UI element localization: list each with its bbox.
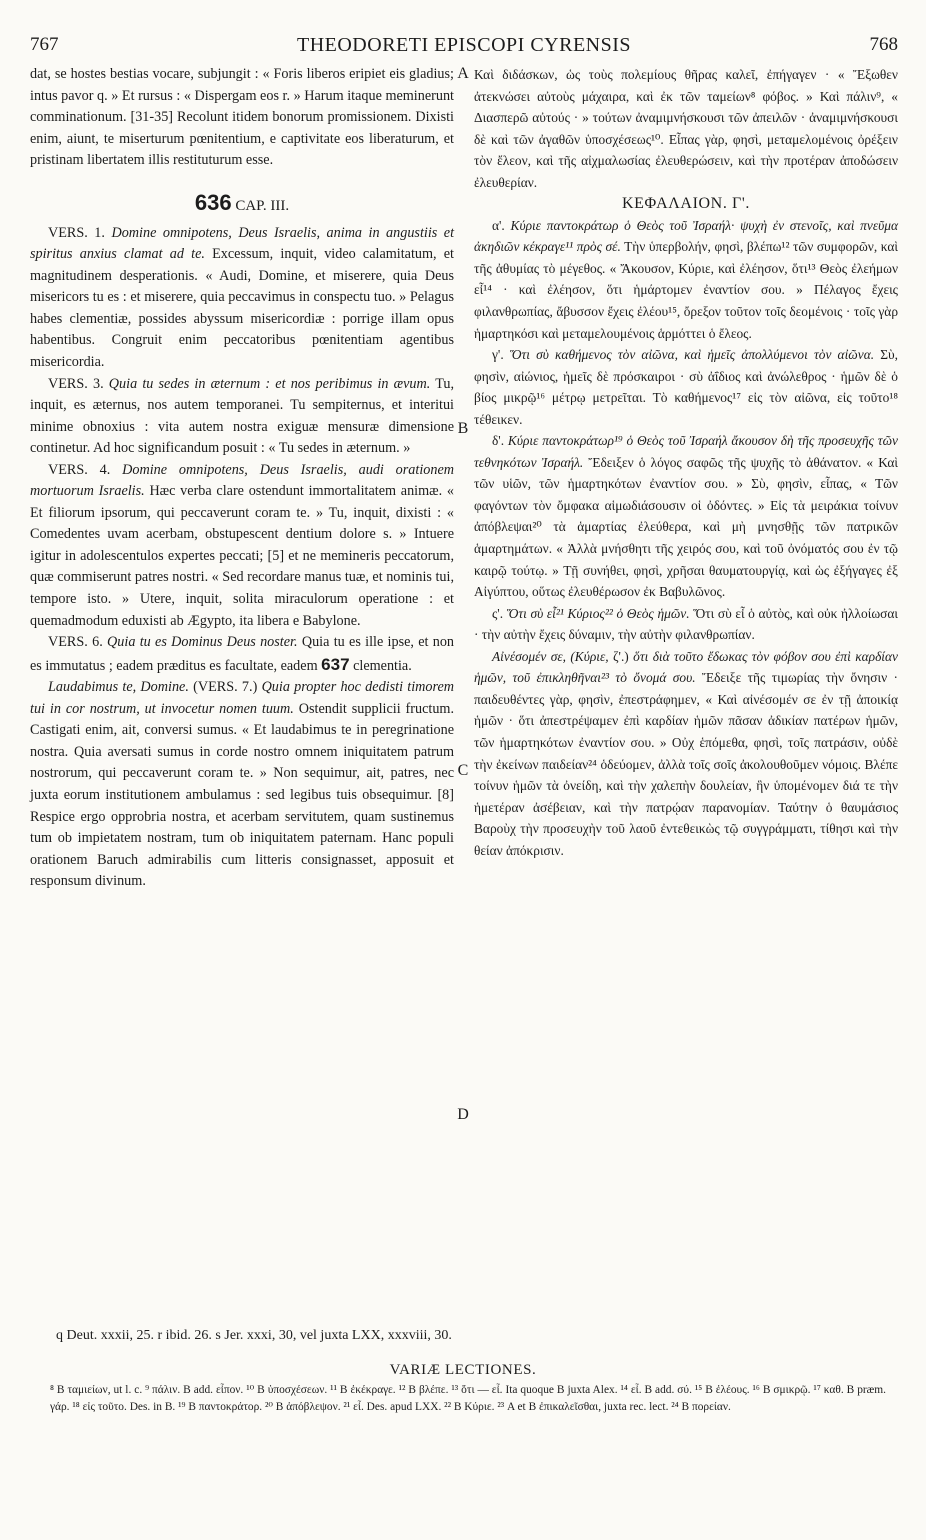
verse-label: γ'. <box>492 347 504 363</box>
margin-letter-d: D <box>457 1106 469 1123</box>
verse-lemma: Αἰνέσομέν σε, (Κύριε, <box>492 648 609 664</box>
chapter-label: CAP. III. <box>235 197 290 214</box>
margin-letter-c: C <box>457 762 469 779</box>
verse-commentary: Σὺ, φησὶν, αἰώνιος, ἡμεῖς δὲ πρόσκαιροι · σὺ ἀΐδιος καὶ ἀνώλεθρος · ἡμῶν δὲ ὁ βίος μικρῷ¹⁶ μέτρῳ μετρεῖται. Τὸ καθήμενος¹⁷ εἰς τὸν αἰῶνα, εἰς τοῦτο¹⁸ τέθεικεν. <box>474 347 898 427</box>
verse-label: VERS. 6. <box>48 634 103 651</box>
page-number-right: 768 <box>869 34 898 55</box>
verse-lemma: Quia tu es Dominus Deus noster. <box>107 634 298 651</box>
footnotes: q Deut. xxxii, 25. r ibid. 26. s Jer. xxxi, 30, vel juxta LXX, xxxviii, 30. <box>56 1328 452 1343</box>
variae-lectiones-text: ⁸ B ταμιείων, ut l. c. ⁹ πάλιν. B add. εἶπον. ¹⁰ B ὑποσχέσεων. ¹¹ B ἐκέκραγε. ¹² B βλέπε. ¹³ ὅτι — εἶ. Ita quoque B juxta Alex. ¹⁴ εἶ. B add. σύ. ¹⁵ B ἐλέους. ¹⁶ B σμικρῷ. ¹⁷ καθ. B præm. γάρ. ¹⁸ εἰς τοῦτο. Des. in B. ¹⁹ B παντοκράτορ. ²⁰ B ἀπόβλεψον. ²¹ εἶ. Des. apud LXX. ²² B Κύριε. ²³ A et B ἐπικαλεῖσθαι, juxta rec. lect. ²⁴ B πορείαν. <box>50 1384 886 1413</box>
verse-label: VERS. 4. <box>48 461 111 478</box>
greek-verse-1 <box>474 215 898 344</box>
latin-verse-1 <box>30 223 454 374</box>
latin-chapter-heading <box>30 186 454 223</box>
column-number: 637 <box>321 654 350 674</box>
greek-column <box>474 64 898 861</box>
verse-lemma: Quia tu sedes in æternum : et nos peribimus in ævum. <box>108 375 431 392</box>
verse-lemma: Ὅτι σὺ καθήμενος τὸν αἰῶνα, καὶ ἡμεῖς ἀπολλύμενοι τὸν αἰῶνα. <box>509 347 875 363</box>
latin-verse-3 <box>30 374 454 460</box>
margin-letter-a: A <box>457 65 469 82</box>
verse-label: VERS. 3. <box>48 375 104 392</box>
greek-verse-6 <box>474 603 898 646</box>
verse-lemma: Domine omnipotens, Deus Israelis, audi orationem mortuorum Israelis. <box>30 461 455 500</box>
greek-verse-4 <box>474 430 898 602</box>
verse-lemma: Laudabimus te, Domine. <box>48 679 189 696</box>
verse-lemma: Quia propter hoc dedisti timorem tui in cor nostrum, ut invocetur nomen tuum. <box>30 679 455 717</box>
latin-verse-4 <box>30 460 454 632</box>
verse-lemma: Ὅτι σὺ εἶ²¹ Κύριος²² ὁ Θεὸς ἡμῶν. <box>506 605 690 621</box>
verse-label: VERS. 1. <box>48 224 105 241</box>
margin-letter-b: B <box>457 420 469 437</box>
verse-commentary: Ἔδειξε τῆς τιμωρίας τὴν ὄνησιν · παιδευθέντες γὰρ, φησὶν, ἐπεστράφημεν, « Καὶ αἰνέσομέν σε ἐν τῇ ἀποικίᾳ ἡμῶν · ὅτι ἀπεστρέψαμεν ἐπὶ καρδίαν ἡμῶν πᾶσαν ἀδικίαν πατέρων ἡμῶν, τῶν ἡμαρτηκότων ἐναντίον σου. » Οὐχ ἑπόμεθα, φησὶ, τοῖς πατράσιν, οὐδὲ τὴν ἐκείνων παιδείαν²⁴ ὁδεύομεν, ἀλλὰ τοῖς σοῖς ἀκολουθοῦμεν νόμοις. Βλέπε τοίνυν ἡμῶν τὰ ὀνείδη, καὶ τὴν χαλεπὴν δουλείαν, ἣν ὑπομένομεν διά τε τὴν ἡμετέραν ἀσέβειαν, καὶ τὴν πατρῴαν παρανομίαν. Ταύτην ὁ θαυμάσιος Βαροὺχ τὴν προσευχὴν τοῦ λαοῦ ἐντεθεικὼς τῷ συγγράμματι, τίθησι καὶ τὴν θείαν ἀπόκρισιν. <box>474 670 898 858</box>
latin-column <box>30 64 454 893</box>
verse-commentary: Excessum, inquit, video calamitatum, et magnitudinem desperationis. « Audi, Domine, et miserere, quia Deus misericors tu es : et miserere, quia peccavimus in conspectu tuo. » Pelagus habes clementiæ, possides abyssum misericordiæ : porrige illam opus habentibus. Congruit enim peccatoribus pœnitentiam agentibus misericordia. <box>30 246 454 371</box>
verse-label: δ'. <box>492 433 505 449</box>
verse-lemma: ὅτι διὰ τοῦτο ἔδωκας τὸν φόβον σου ἐπὶ καρδίαν ἡμῶν, τοῦ ἐπικληθῆναι²³ τὸ ὄνομά σου. <box>474 648 898 686</box>
verse-commentary: Quia tu es ille ipse, et non es immutatus ; eadem præditus es facultate, eadem <box>30 634 455 674</box>
verse-commentary: Ἔδειξεν ὁ λόγος σαφῶς τῆς ψυχῆς τὸ ἀθάνατον. « Καὶ τῶν υἱῶν, τῶν ἡμαρτηκότων ἐναντίον σου. » Σὺ, φησὶν, εἶπας, « Τῶν φαγόντων τὸν ὄμφακα αἱμωδιάσουσιν οἱ ὀδόντες. » Εἰς τὰ μειράκια τοίνυν ἀπόβλεψαι²⁰ τὰ ἁμαρτίας ἐλεύθερα, καὶ μὴ μνησθῇς τῶν πατρικῶν ἁμαρτημάτων. « Ἀλλὰ μνήσθητι τῆς χειρός σου, καὶ τοῦ ὀνόματός σου ἐν τῷ καιρῷ τούτῳ. » Τῇ συνήθει, φησὶ, χρῆσαι θαυματουργίᾳ, καὶ ὡς ἐξήγαγες ἐξ Αἰγύπτου, οὕτως ἐλευθέρωσον ἐκ Βαβυλῶνος. <box>474 454 898 600</box>
verse-commentary: Τὴν ὑπερβολήν, φησὶ, βλέπω¹² τῶν συμφορῶν, καὶ τῆς ἀθυμίας τὸ μέγεθος. « Ἄκουσον, Κύριε, καὶ ἐλέησον, ὅτι¹³ Θεὸς ἐλεήμων εἶ¹⁴ · καὶ ἐλέησον, ὅτι ἡμάρτομεν ἐναντίον σου. » Πέλαγος ἔχεις φιλανθρωπίας, ἄβυσσον ἔχεις ἐλέου¹⁵, ὄρεξον τοῦτον τοῖς δεομένοις · τοῖς γὰρ ἡμαρτηκόσι καὶ μεταμελουμένοις ἁρμόττει ὁ ἔλεος. <box>474 239 898 341</box>
greek-verse-7 <box>474 646 898 861</box>
greek-chapter-heading: ΚΕΦΑΛΑΙΟΝ. Γ'. <box>622 195 750 213</box>
latin-paragraph-intro: dat, se hostes bestias vocare, subjungit : « Foris liberos eripiet eis gladius; intus pavor q. » Et rursus : « Dispergam eos r. » Harum itaque meminerunt comminationum. [31-35] Recolunt itidem bonorum promissionem. Dixisti enim, aiunt, te miserturum pœnitentium, e captivitate eos liberaturum, et pristinam libertatem illis restituturum esse. <box>30 66 454 169</box>
latin-verse-6 <box>30 632 454 677</box>
verse-commentary: Hæc verba clare ostendunt immortalitatem animæ. « Et filiorum ipsorum, qui peccaverunt coram te. » Tu, inquit, dixisti : « Comedentes uvam acerbam, obstupescent dentium dolore s. » Intuere igitur in adolescentulos expertes peccati; [5] et ne memineris peccatorum, quæ commiserunt patres nostri. « Sed recordare manus tuæ, et nominis tui, tempore isto. » Utere, inquit, solita miraculorum operatione : et quemadmodum eduxisti ab Ægypto, ita libera e Babylone. <box>30 483 454 629</box>
verse-lemma: Κύριε παντοκράτωρ¹⁹ ὁ Θεὸς τοῦ Ἰσραήλ ἄκουσον δὴ τῆς προσευχῆς τῶν τεθνηκότων Ἰσραήλ. <box>474 433 898 470</box>
verse-commentary: clementia. <box>353 657 412 674</box>
verse-label: α'. <box>492 217 505 233</box>
running-title: THEODORETI EPISCOPI CYRENSIS <box>296 34 632 56</box>
verse-commentary: Tu, inquit, es æternus, nos autem temporanei. Tu sempiternus, et interitui minime obnoxius : vita autem nostra exiguæ mensuræ dimensione continetur. Ad hoc significandum posuit : « Tu sedes in æternum. » <box>30 375 455 457</box>
verse-lemma: Domine omnipotens, Deus Israelis, anima in angustiis et spiritus anxius clamat ad te. <box>30 224 455 263</box>
latin-verse-7 <box>30 677 454 892</box>
greek-verse-3 <box>474 344 898 430</box>
verse-commentary: Ostendit supplicii fructum. Castigati enim, ait, conversi sumus. « Et laudabimus te in peregrinatione nostra. Quia aversati sumus in corde nostro omnem iniquitatem patrum nostrorum, qui peccaverunt coram te. » Non sequimur, ait, patres, nec juxta eorum institutionem ambulamus : sed legibus tuis obsequimur. [8] Respice ergo opprobria nostra, et acerbam servitutem, quam sustinemus tum ob impietatem nostram, tum ob iniquitatem paternam. Hanc populi orationem Baruch admirabilis cum litteris consignasset, apposuit et responsum divinum. <box>30 700 455 890</box>
verse-label: ζ'.) <box>613 648 629 664</box>
variae-lectiones-heading: VARIÆ LECTIONES. <box>389 1362 537 1378</box>
running-header <box>30 34 898 60</box>
verse-label: (VERS. 7.) <box>193 679 258 696</box>
greek-paragraph-intro: Καὶ διδάσκων, ὡς τοὺς πολεμίους θῆρας καλεῖ, ἐπήγαγεν · « Ἔξωθεν ἀτεκνώσει αὐτοὺς μάχαιρα, καὶ ἐκ τῶν ταμείων⁸ φόβος. » Καὶ πάλιν⁹, « Διασπερῶ αὐτούς · » τούτων ἀναμιμνήσκουσι τῶν ἀπειλῶν · ἀναμιμνήσκουσι δὲ καὶ τῶν ἀγαθῶν ὑποσχέσεως¹⁰. Εἶπας γὰρ, φησὶ, μεταμελομένοις ὀρέξειν τὸν ἔλεον, καὶ τῆς αἰχμαλωσίας ἐλευθερώσειν, καὶ τὴν προτέραν ἀποδώσειν ἐλευθερίαν. <box>474 67 898 190</box>
page-number-left: 767 <box>30 34 59 55</box>
verse-label: ς'. <box>492 605 504 621</box>
verse-lemma: Κύριε παντοκράτωρ ὁ Θεὸς τοῦ Ἰσραήλ· ψυχὴ ἐν στενοῖς, καὶ πνεῦμα ἀκηδιῶν κέκραγε¹¹ πρὸς σέ. <box>474 217 898 255</box>
column-number: 636 <box>194 189 232 215</box>
verse-commentary: Ὅτι σὺ εἶ ὁ αὐτὸς, καὶ οὐκ ἠλλοίωσαι · τὴν αὐτὴν ἔχεις δύναμιν, τὴν αὐτὴν φιλανθρωπίαν. <box>474 605 898 643</box>
